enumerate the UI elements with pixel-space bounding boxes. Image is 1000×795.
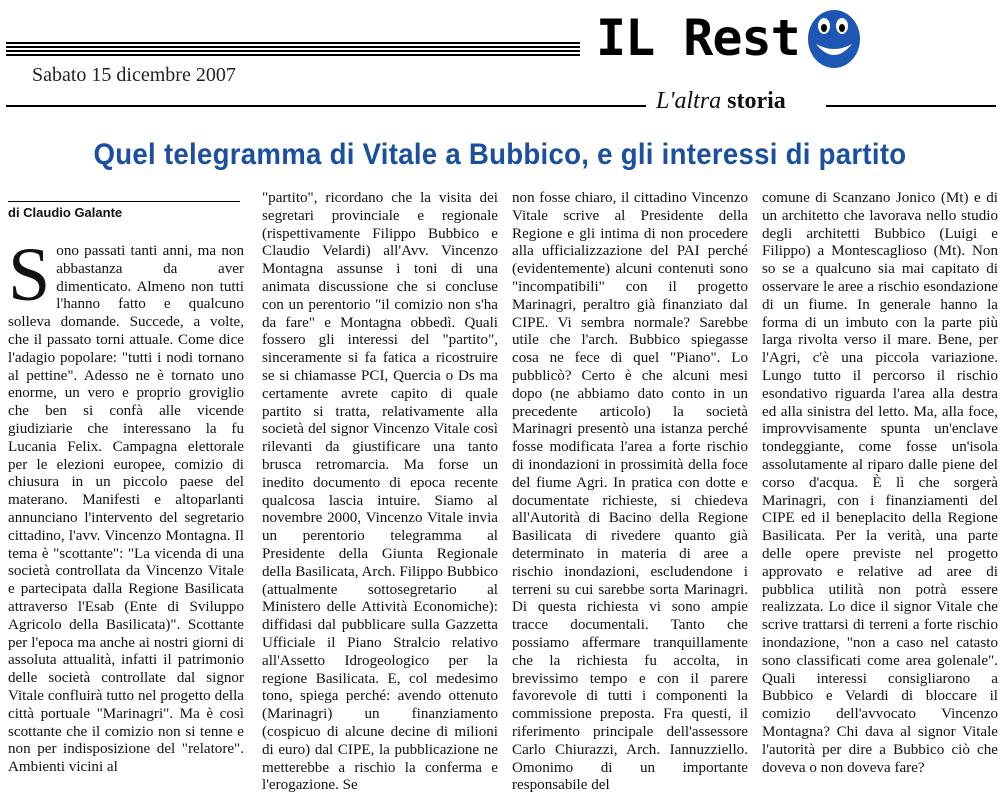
drop-cap: S (8, 233, 51, 317)
column-3-text: non fosse chiaro, il cittadino Vincenzo Vitale scrive al Presidente della Regione e gli intima di non procedere alla ufficializzazione del PAI perché (evidentemente) alcuni contenuti sono "incompatibili" con il progetto Marinagri, peraltro già finanziato dal CIPE. Vi sembra normale? Sarebbe utile che l'arch. Bubbico spiegasse cosa ne fece di quel "Piano". Lo pubblicò? Certo è che alcuni mesi dopo (ne abbiamo dato conto in un precedente articolo) la società Marinagri presentò una istanza perché fosse modificata l'area a forte rischio di inondazioni in prossimità della foce del fiume Agri. In pratica con dotte e documentate richieste, si chiedeva all'Autorità di Bacino della Regione Basilicata di rivedere quanto già determinato in materia di aree a rischio inondazioni, escludendone i terreni su cui sarebbe sorta Marinagri. Di questa richiesta vi sono ampie tracce documentali. Tanto che possiamo affermare tranquillamente che la richiesta fu accolta, in brevissimo tempo e con il parere favorevole di tutti i componenti la commissione preposta. Fra questi, il riferimento principale dell'assessore Carlo Chiurazzi, Arch. Iannuzziello. Omonimo di un importante responsabile del (512, 190, 748, 794)
rubric-rule (826, 105, 996, 107)
article-column-1 (8, 233, 244, 777)
byline-rule (8, 201, 240, 202)
issue-date: Sabato 15 dicembre 2007 (32, 64, 236, 86)
masthead-brand: IL Rest (596, 9, 800, 67)
masthead-smiley-icon (806, 8, 862, 70)
article-byline: di Claudio Galante (8, 205, 123, 220)
section-rubric (656, 88, 786, 115)
article-headline: Quel telegramma di Vitale a Bubbico, e gli interessi di partito (93, 138, 907, 171)
rubric-italic: L'altra (656, 88, 722, 114)
masthead-stripes (6, 42, 580, 58)
article-column-2 (262, 190, 498, 795)
column-1-text: ono passati tanti anni, ma non abbastanza da aver dimenticato. Almeno non tutti l'hanno fatto e qualcuno solleva domande. Succede, a volte, che il passato torni attuale. Come dice l'adagio popolare: "tutti i nodi tornano al pettine". Adesso ne è tornato uno enorme, un vero e proprio groviglio che ben si confà alle vicende giudiziarie che interessano la fu Lucania Felix. Campagna elettorale per le elezioni europee, comizio di chiusura in un piccolo paese del materano. Manifesti e altoparlanti annunciano l'intervento del segretario cittadino, l'avv. Vincenzo Montagna. Il tema è "scottante": "La vicenda di una società controllata da Vincenzo Vitale e partecipata dalla Regione Basilicata attraverso l'Esab (Ente di Sviluppo Agricolo della Basilicata)". Scottante per l'epoca ma anche ai nostri giorni di assoluta attualità, infatti il patrimonio delle società controllate dal signor Vitale confluirà tutto nel progetto della città portuale "Marinagri". Ma è così scottante che il comizio non si tenne e non per indisposizione del "relatore". Ambienti vicini al (8, 243, 244, 776)
column-2-text: "partito", ricordano che la visita dei segretari provinciale e regionale (rispettivamente Filippo Bubbico e Claudio Velardi) all'Avv. Vincenzo Montagna assunse i toni di una animata discussione che si concluse con un perentorio "il comizio non s'ha da fare" e Montagna obbedì. Quali fossero gli interessi del "partito", sinceramente si fa fatica a ricostruire se si chiamasse PCI, Quercia o Ds ma certamente avrete capito di quale partito si tratta, relativamente alla società del signor Vincenzo Vitale così rilevanti da giustificare una tanto brusca retromarcia. Ma forse un inedito documento di epoca recente qualcosa lascia intuire. Siamo al novembre 2000, Vincenzo Vitale invia un perentorio telegramma al Presidente della Giunta Regionale della Basilicata, Arch. Filippo Bubbico (attualmente sottosegretario al Ministero delle Attività Economiche): diffidasi dal pubblicare sulla Gazzetta Ufficiale il Piano Stralcio relativo all'Assetto Idrogeologico per la regione Basilicata. E, col medesimo tono, spiega perché: avendo ottenuto (Marinagri) un finanziamento (cospicuo di alcune decine di milioni di euro) dal CIPE, la pubblicazione ne metterebbe a rischio la conferma e l'erogazione. Se (262, 190, 498, 794)
article-column-4 (762, 190, 998, 777)
header-rule (6, 105, 646, 107)
column-4-text: comune di Scanzano Jonico (Mt) e di un architetto che lavorava nello studio degli architetti Bubbico (Luigi e Filippo) a Montescaglioso (Mt). Non so se a qualcuno sia mai capitato di osservare le aree a rischio esondazione di un fiume. In generale hanno la forma di un imbuto con la parte più larga rivolta verso il mare. Bene, per l'Agri, c'è una piccola variazione. Lungo tutto il percorso il rischio esondativo riguarda l'area alla destra ed alla sinistra del letto. Ma, alla foce, improvvisamente spunta un'enclave tondeggiante, come fosse un'isola assolutamente al riparo dalle piene del corso d'acqua. È lì che sorgerà Marinagri, con i finanziamenti del CIPE ed il beneplacito della Regione Basilicata. Per la verità, una parte delle opere previste nel progetto approvato e relative ad aree di pubblica utilità non potrà essere realizzata. Lo dice il signor Vitale che scrive trattarsi di terreni a forte rischio inondazione, "non a caso nel catasto sono classificati come area golenale". Quali interessi consigliarono a Bubbico e Velardi di bloccare il comizio dell'avvocato Vincenzo Montagna? Chi dava al signor Vitale l'autorità per dire a Bubbico ciò che doveva o non doveva fare? (762, 190, 998, 776)
rubric-bold: storia (727, 88, 786, 114)
article-column-3 (512, 190, 748, 795)
